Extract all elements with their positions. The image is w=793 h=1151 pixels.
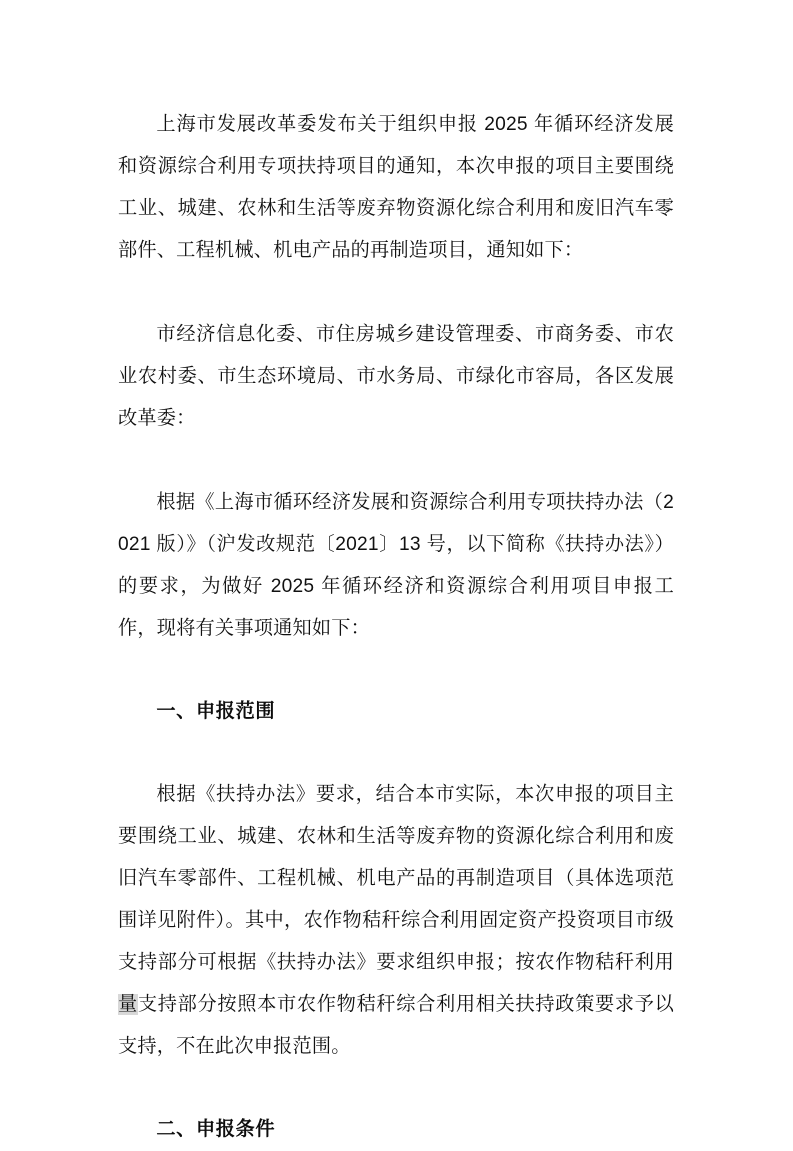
paragraph-spacer — [118, 440, 674, 482]
paragraph-recipients: 市经济信息化委、市住房城乡建设管理委、市商务委、市农业农村委、市生态环境局、市水务局、市绿化市容局，各区发展改革委： — [118, 324, 674, 429]
scope-text-part2: 支持部分按照本市农作物秸秆综合利用相关扶持政策要求予以支持，不在此次申报范围。 — [118, 994, 674, 1057]
paragraph-spacer — [118, 272, 674, 314]
paragraph-basis: 根据《上海市循环经济发展和资源综合利用专项扶持办法（2021 版）》（沪发改规范〔2021〕13 号，以下简称《扶持办法》）的要求，为做好 2025 年循环经济和资源综合利用项目申报工作，现将有关事项通知如下： — [118, 492, 674, 639]
heading-application-conditions: 二、申报条件 — [156, 1119, 276, 1140]
heading-spacer — [118, 650, 674, 691]
document-content — [118, 104, 674, 1151]
heading-application-scope: 一、申报范围 — [156, 701, 276, 722]
highlighted-text: 量 — [118, 994, 138, 1015]
heading-spacer — [118, 1068, 674, 1109]
paragraph-scope-body — [118, 774, 674, 1068]
heading-spacer — [118, 733, 674, 774]
scope-text-part1: 根据《扶持办法》要求，结合本市实际，本次申报的项目主要围绕工业、城建、农林和生活等废弃物的资源化综合利用和废旧汽车零部件、工程机械、机电产品的再制造项目（具体选项范围详见附件）。其中，农作物秸秆综合利用固定资产投资项目市级支持部分可根据《扶持办法》要求组织申报；按农作物秸秆利用 — [118, 784, 674, 973]
paragraph-intro: 上海市发展改革委发布关于组织申报 2025 年循环经济发展和资源综合利用专项扶持项目的通知，本次申报的项目主要围绕工业、城建、农林和生活等废弃物资源化综合利用和废旧汽车零部件、工程机械、机电产品的再制造项目，通知如下： — [118, 114, 674, 261]
